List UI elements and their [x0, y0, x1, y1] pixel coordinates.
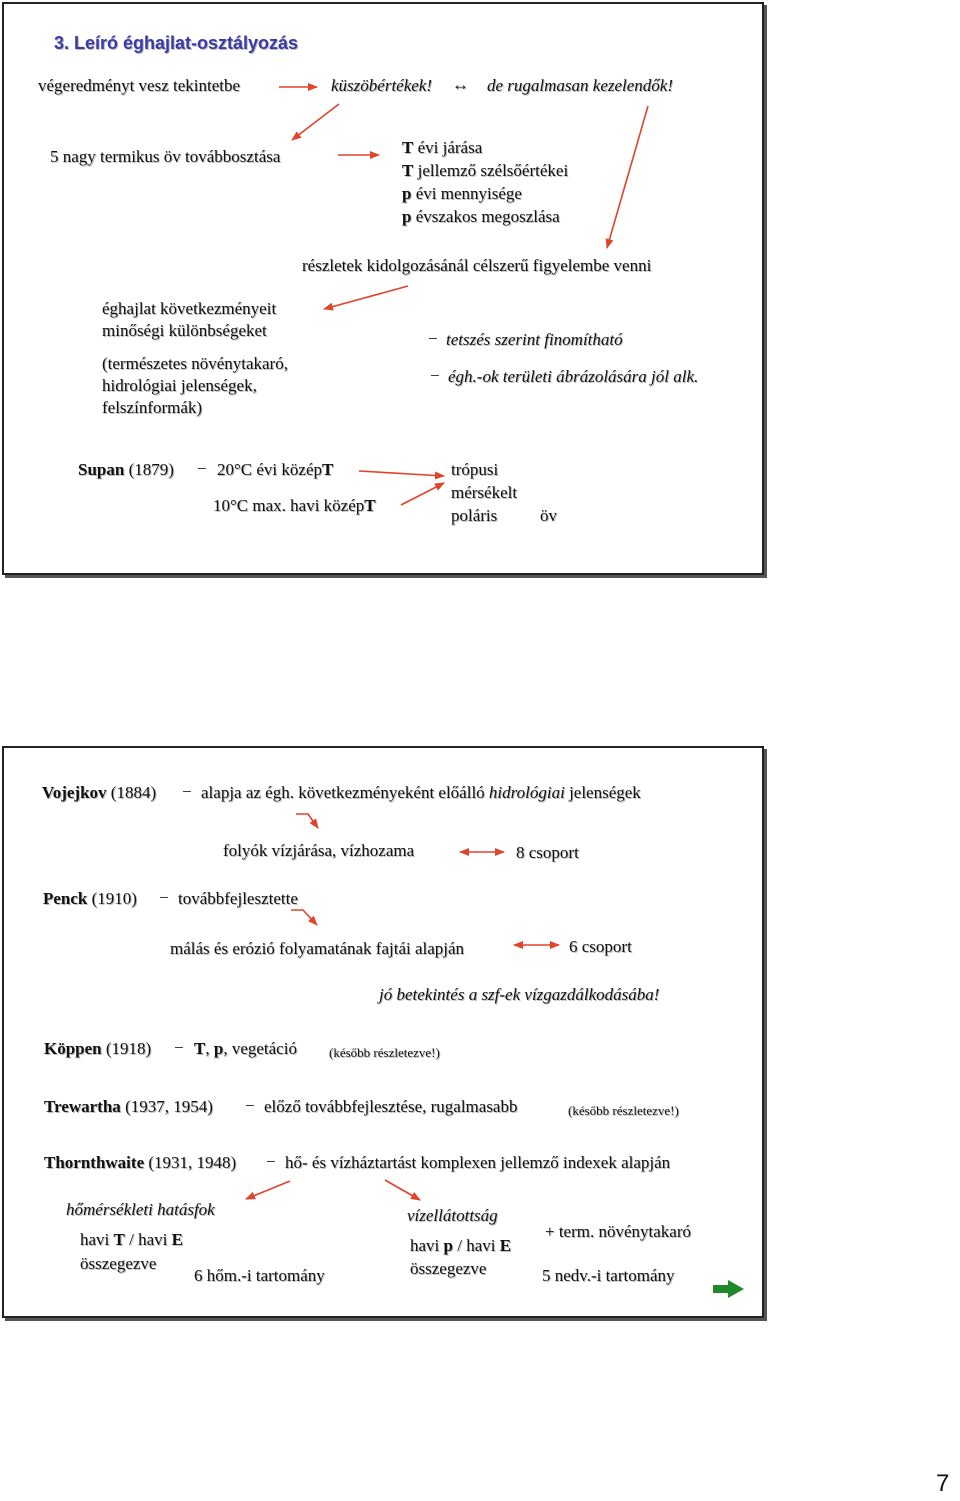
rivers-text: folyók vízjárása, vízhozama: [223, 841, 415, 860]
dash-glyph: −: [245, 1096, 255, 1115]
slide-1: [2, 2, 764, 575]
consequences-line: minőségi különbségeket: [102, 321, 267, 340]
thornthwaite-text: hő- és vízháztartást komplexen jellemző indexek alapján: [285, 1153, 671, 1172]
erosion-text: málás és erózió folyamatának fajtái alapján: [170, 939, 465, 958]
penck-text: továbbfejlesztette: [178, 889, 298, 908]
moisture-result: 5 nedv.-i tartomány: [542, 1266, 675, 1285]
arrow: [324, 286, 408, 309]
zone-suffix: öv: [540, 506, 557, 525]
result-based-text: végeredményt vesz tekintetbe: [38, 76, 241, 95]
examples-line: felszínformák): [102, 398, 203, 417]
arrow: [385, 1180, 420, 1200]
vojejkov-text: alapja az égh. következményeként előálló hidrológiai jelenségek: [201, 783, 641, 802]
thermal-result: 6 hőm.-i tartomány: [194, 1266, 325, 1285]
examples-line: (természetes növénytakaró,: [102, 354, 288, 373]
zone-item: mérsékelt: [451, 483, 518, 502]
koppen-text: T, p, vegetáció: [194, 1039, 297, 1058]
page-number: 7: [936, 1470, 950, 1497]
criterion-item: T jellemző szélsőértékei: [402, 161, 569, 180]
slide-title: 3. Leíró éghajlat-osztályozás: [54, 33, 299, 53]
thermal-label: hőmérsékleti hatásfok: [66, 1200, 215, 1219]
flexible-text: de rugalmasan kezelendők!: [487, 76, 674, 95]
water-label: vízellátottság: [407, 1206, 498, 1225]
arrow: [246, 1181, 290, 1199]
penck-row: Penck (1910): [43, 889, 137, 908]
koppen-note: (később részletezve!): [329, 1045, 440, 1060]
supan-heading: Supan (1879): [78, 460, 174, 479]
trewartha-text: előző továbbfejlesztése, rugalmasabb: [264, 1097, 518, 1116]
criterion-item: T évi járása: [402, 138, 483, 157]
arrow: [607, 106, 648, 248]
arrow: [291, 910, 317, 925]
pro-item: tetszés szerint finomítható: [446, 330, 623, 349]
pro-item: égh.-ok területi ábrázolására jól alk.: [448, 367, 699, 386]
dash-glyph: −: [428, 329, 438, 348]
thermal-summed: összegezve: [80, 1254, 157, 1273]
dash-glyph: −: [266, 1152, 276, 1171]
criterion-item: p évi mennyisége: [402, 184, 522, 203]
koppen-row: Köppen (1918): [44, 1039, 152, 1058]
water-formula: havi p / havi E: [410, 1236, 512, 1255]
dash-glyph: −: [182, 782, 192, 801]
water-summed: összegezve: [410, 1259, 487, 1278]
arrow: [292, 104, 339, 140]
thermal-zones-text: 5 nagy termikus öv továbbosztása: [50, 147, 281, 166]
arrow: [296, 814, 318, 828]
supan-criterion: 10°C max. havi középT: [213, 496, 376, 515]
next-arrow-icon[interactable]: [713, 1280, 744, 1298]
dash-glyph: −: [197, 459, 207, 478]
arrow: [401, 483, 444, 505]
details-note: részletek kidolgozásánál célszerű figyelembe venni: [302, 256, 652, 275]
trewartha-note: (később részletezve!): [568, 1103, 679, 1118]
slide2-arrows: [4, 748, 762, 1316]
consequences-line: éghajlat következményeit: [102, 299, 277, 318]
arrow: [359, 471, 444, 476]
dash-glyph: −: [430, 366, 440, 385]
trewartha-row: Trewartha (1937, 1954): [44, 1097, 213, 1116]
slide1-arrows: [4, 4, 762, 573]
vojejkov-row: Vojejkov (1884): [42, 783, 157, 802]
zone-item: poláris: [451, 506, 498, 525]
supan-criterion: 20°C évi középT: [217, 460, 334, 479]
zone-item: trópusi: [451, 460, 499, 479]
dash-glyph: −: [174, 1038, 184, 1057]
groups-6: 6 csoport: [569, 937, 632, 956]
insight-text: jó betekintés a szf-ek vízgazdálkodásába!: [379, 985, 660, 1004]
slide-2: [2, 746, 764, 1318]
examples-line: hidrológiai jelenségek,: [102, 376, 257, 395]
thresholds-text: küszöbértékek!: [331, 76, 433, 95]
dash-glyph: −: [159, 888, 169, 907]
criterion-item: p évszakos megoszlása: [402, 207, 560, 226]
double-arrow-glyph: ↔: [452, 75, 469, 94]
groups-8: 8 csoport: [516, 843, 579, 862]
thermal-formula: havi T / havi E: [80, 1230, 183, 1249]
vegetation-text: + term. növénytakaró: [545, 1222, 692, 1241]
thornthwaite-row: Thornthwaite (1931, 1948): [44, 1153, 237, 1172]
